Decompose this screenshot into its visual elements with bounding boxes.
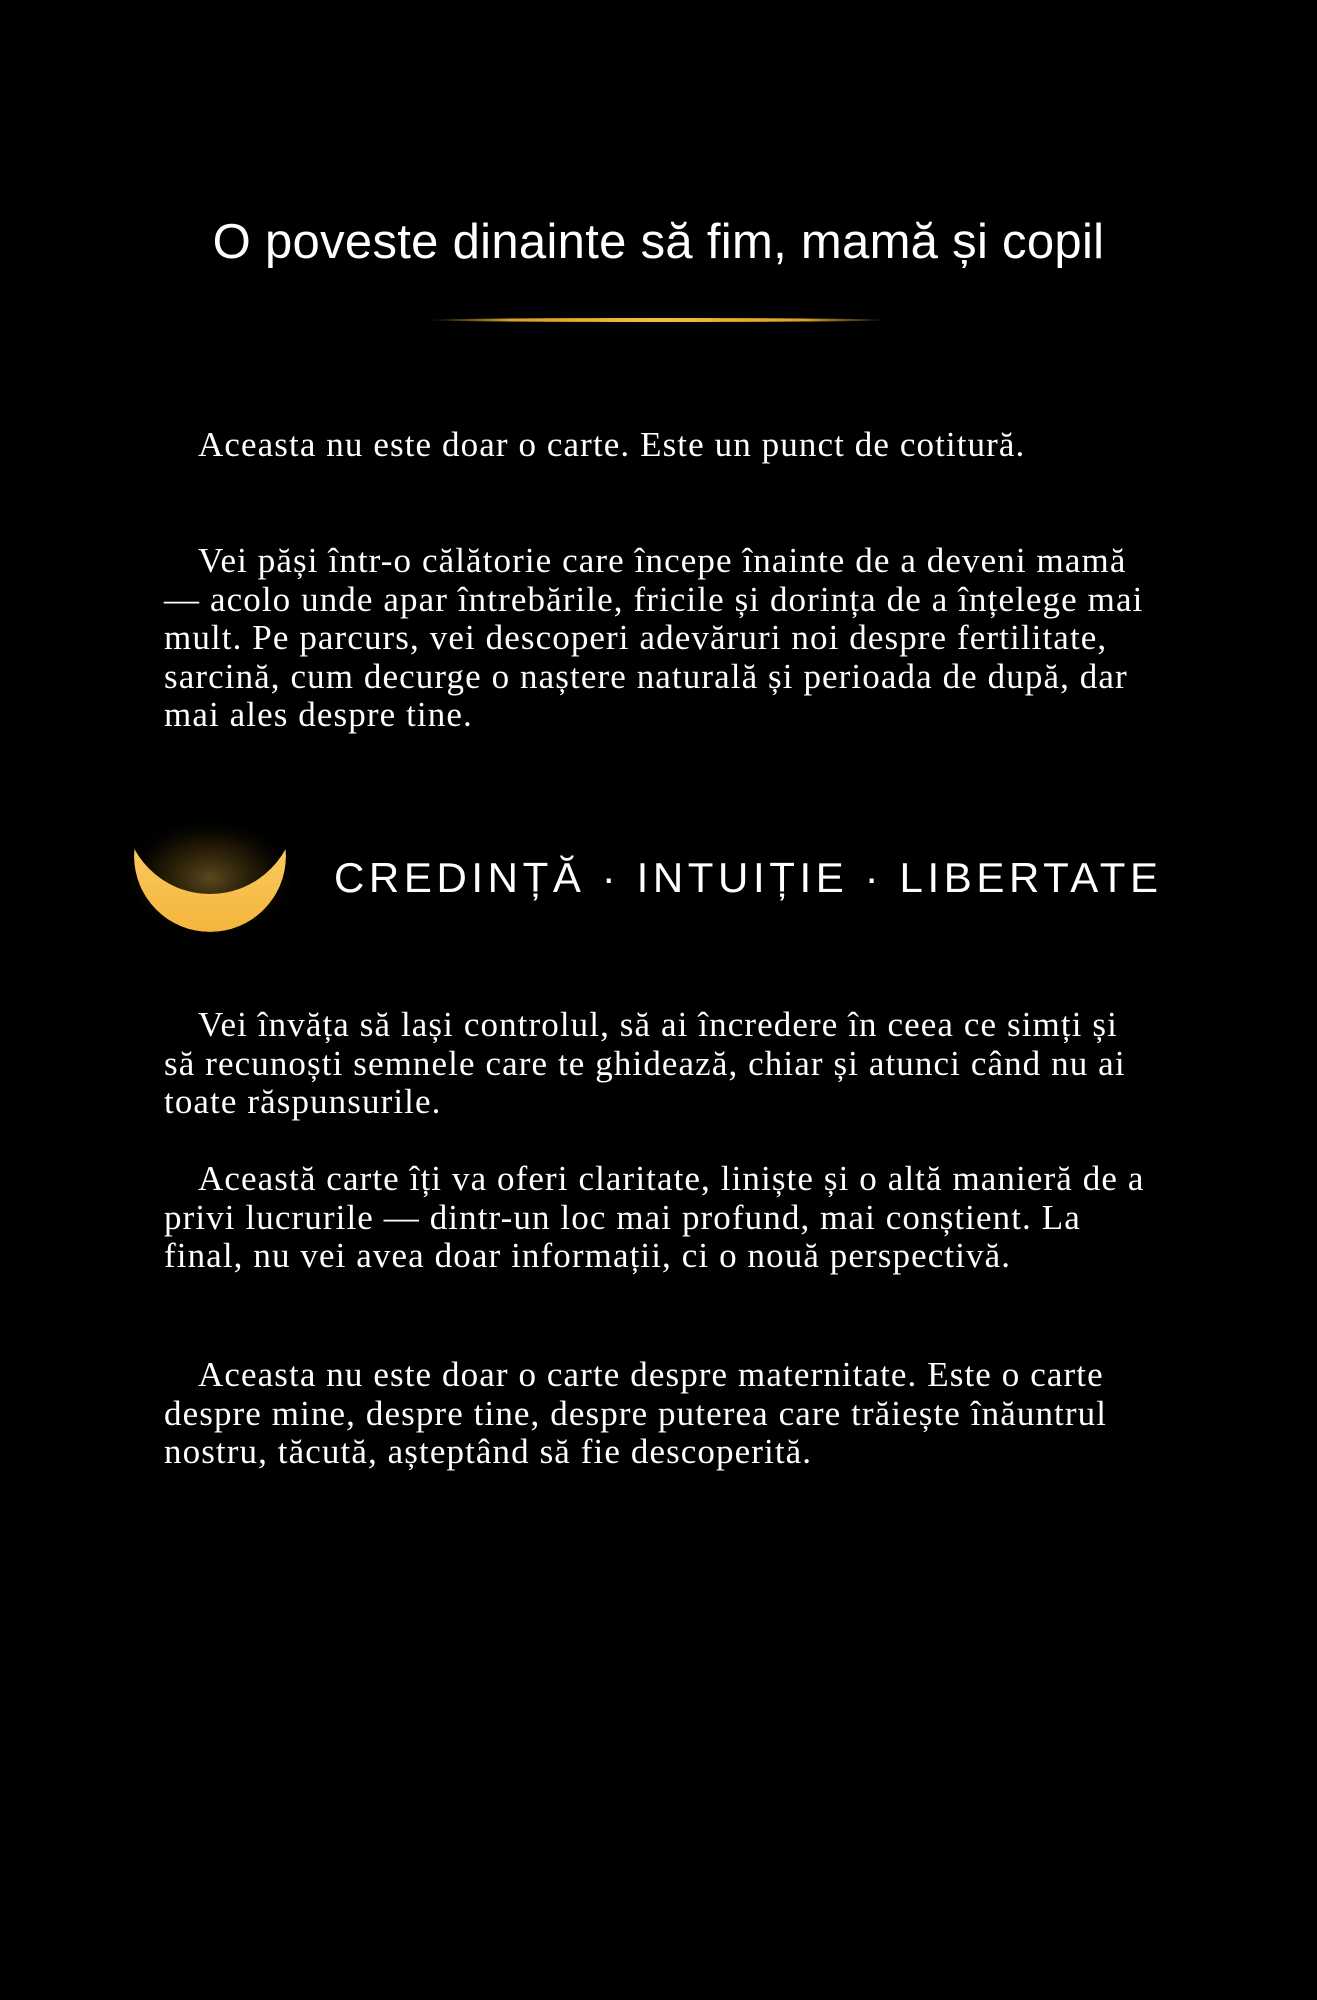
paragraph-intro: Aceasta nu este doar o carte. Este un punct de cotitură. xyxy=(198,425,1026,464)
title-divider xyxy=(428,318,888,322)
crescent-moon-icon xyxy=(120,800,300,940)
paragraph-closing: Aceasta nu este doar o carte despre maternitate. Este o carte despre mine, despre tine, despre puterea care trăiește înăuntrul nostru, tăcută, așteptând să fie descoperită. xyxy=(164,1355,1108,1472)
paragraph-trust: Vei învăța să lași controlul, să ai încredere în ceea ce simți și să recunoști semnele care te ghidează, chiar și atunci când nu ai toate răspunsurile. xyxy=(164,1005,1126,1122)
paragraph-journey: Vei păși într-o călătorie care începe înainte de a deveni mamă — acolo unde apar întrebările, fricile și dorința de a înțelege mai mult. Pe parcurs, vei descoperi adevăruri noi despre fertilitate, sarcină, cum decurge o naștere naturală și perioada de după, dar mai ales despre tine. xyxy=(164,541,1144,735)
paragraph-clarity: Această carte îți va oferi claritate, liniște și o altă manieră de a privi lucrurile — dintr-un loc mai profund, mai conștient. La final, nu vei avea doar informații, ci o nouă perspectivă. xyxy=(164,1159,1145,1276)
page-title: O poveste dinainte să fim, mamă și copil xyxy=(212,215,1105,269)
tagline: CREDINȚĂ · INTUIȚIE · LIBERTATE xyxy=(334,854,1163,901)
